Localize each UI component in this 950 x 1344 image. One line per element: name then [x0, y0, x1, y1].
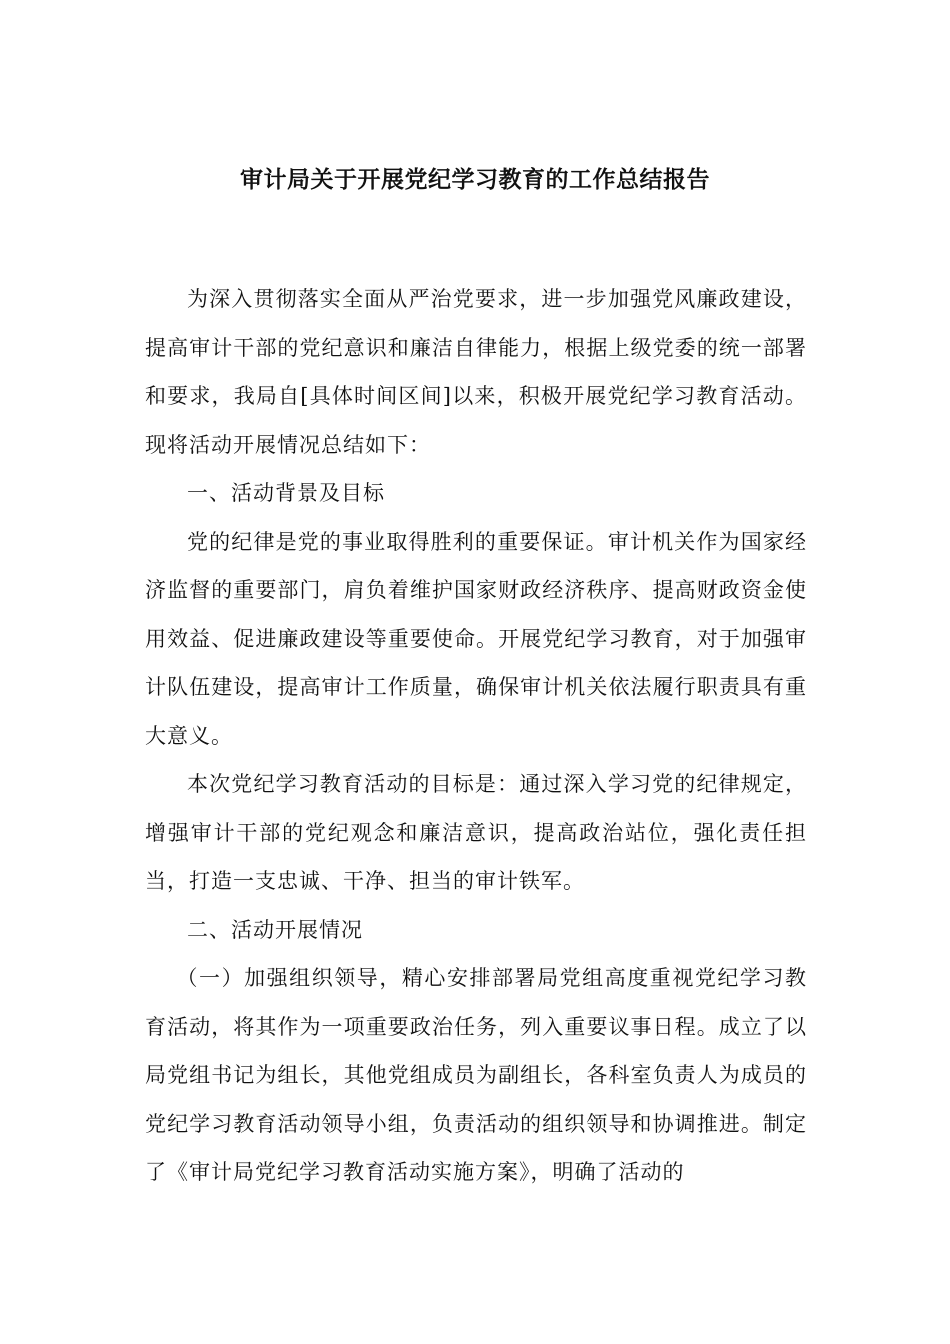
- goal-paragraph: 本次党纪学习教育活动的目标是：通过深入学习党的纪律规定，增强审计干部的党纪观念和廉洁意识，提高政治站位，强化责任担当，打造一支忠诚、干净、担当的审计铁军。: [145, 772, 807, 893]
- intro-paragraph: 为深入贯彻落实全面从严治党要求，进一步加强党风廉政建设，提高审计干部的党纪意识和廉洁自律能力，根据上级党委的统一部署和要求，我局自[具体时间区间]以来，积极开展党纪学习教育活动。现将活动开展情况总结如下：: [145, 287, 807, 457]
- section-heading-activities: 二、活动开展情况: [187, 917, 363, 942]
- section-heading-background: 一、活动背景及目标: [187, 481, 385, 505]
- page-title: 审计局关于开展党纪学习教育的工作总结报告: [240, 167, 710, 193]
- organization-paragraph: （一）加强组织领导，精心安排部署局党组高度重视党纪学习教育活动，将其作为一项重要政治任务，列入重要议事日程。成立了以局党组书记为组长，其他党组成员为副组长，各科室负责人为成员的党纪学习教育活动领导小组，负责活动的组织领导和协调推进。制定了《审计局党纪学习教育活动实施方案》，明确了活动的: [145, 966, 807, 1184]
- background-paragraph: 党的纪律是党的事业取得胜利的重要保证。审计机关作为国家经济监督的重要部门，肩负着维护国家财政经济秩序、提高财政资金使用效益、促进廉政建设等重要使命。开展党纪学习教育，对于加强审计队伍建设，提高审计工作质量，确保审计机关依法履行职责具有重大意义。: [145, 529, 807, 748]
- document-body: [145, 275, 807, 1197]
